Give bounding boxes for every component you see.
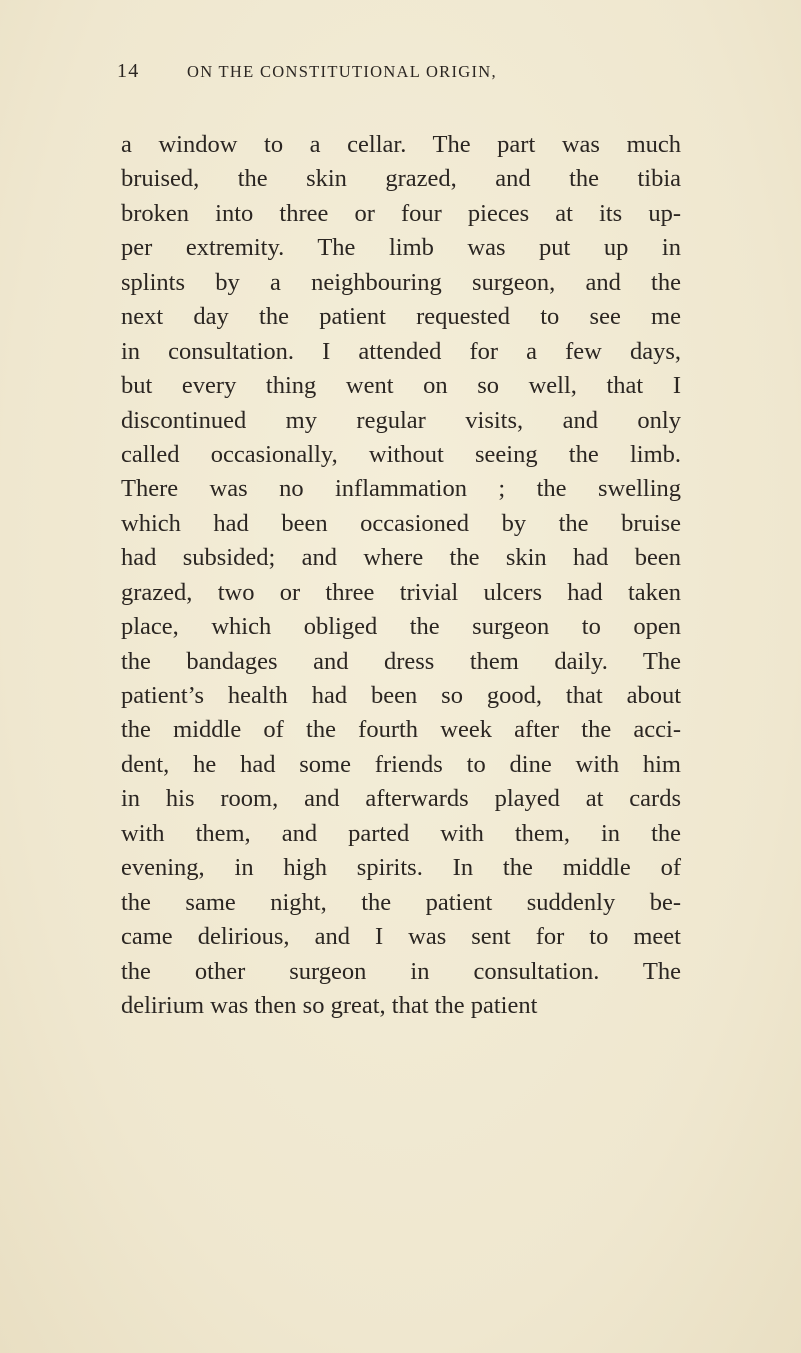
- text-line: the bandages and dress them daily. The: [121, 647, 681, 675]
- text-line: with them, and parted with them, in the: [121, 819, 681, 847]
- text-line: a window to a cellar. The part was much: [121, 131, 681, 158]
- text-line: had subsided; and where the skin had been: [121, 544, 681, 572]
- text-line: called occasionally, without seeing the limb.: [121, 440, 681, 468]
- text-line: in his room, and afterwards played at cards: [121, 785, 681, 813]
- running-head: [117, 60, 677, 88]
- text-line: delirium was then so great, that the patient: [121, 991, 538, 1019]
- text-line: discontinued my regular visits, and only: [121, 406, 681, 434]
- text-line: There was no inflammation ; the swelling: [121, 475, 681, 503]
- text-line: the other surgeon in consultation. The: [121, 957, 681, 985]
- text-line: but every thing went on so well, that I: [121, 372, 681, 400]
- text-line: splints by a neighbouring surgeon, and the: [121, 268, 681, 296]
- text-line: the middle of the fourth week after the acci-: [121, 716, 681, 744]
- text-line: per extremity. The limb was put up in: [121, 234, 681, 262]
- text-line: patient’s health had been so good, that about: [121, 682, 681, 709]
- text-line: grazed, two or three trivial ulcers had taken: [121, 578, 681, 606]
- running-head-title: ON THE CONSTITUTIONAL ORIGIN,: [187, 62, 497, 81]
- text-line: in consultation. I attended for a few days,: [121, 337, 681, 365]
- text-line: which had been occasioned by the bruise: [121, 509, 681, 537]
- text-line: the same night, the patient suddenly be-: [121, 888, 681, 916]
- text-line: next day the patient requested to see me: [121, 303, 681, 331]
- text-line: came delirious, and I was sent for to meet: [121, 923, 681, 951]
- text-line: place, which obliged the surgeon to open: [121, 613, 681, 641]
- text-line: broken into three or four pieces at its up-: [121, 199, 681, 227]
- body-text: [121, 128, 681, 1023]
- page-number: 14: [117, 60, 140, 82]
- text-line: bruised, the skin grazed, and the tibia: [121, 165, 681, 193]
- text-line: dent, he had some friends to dine with him: [121, 750, 681, 778]
- text-line: evening, in high spirits. In the middle of: [121, 854, 681, 882]
